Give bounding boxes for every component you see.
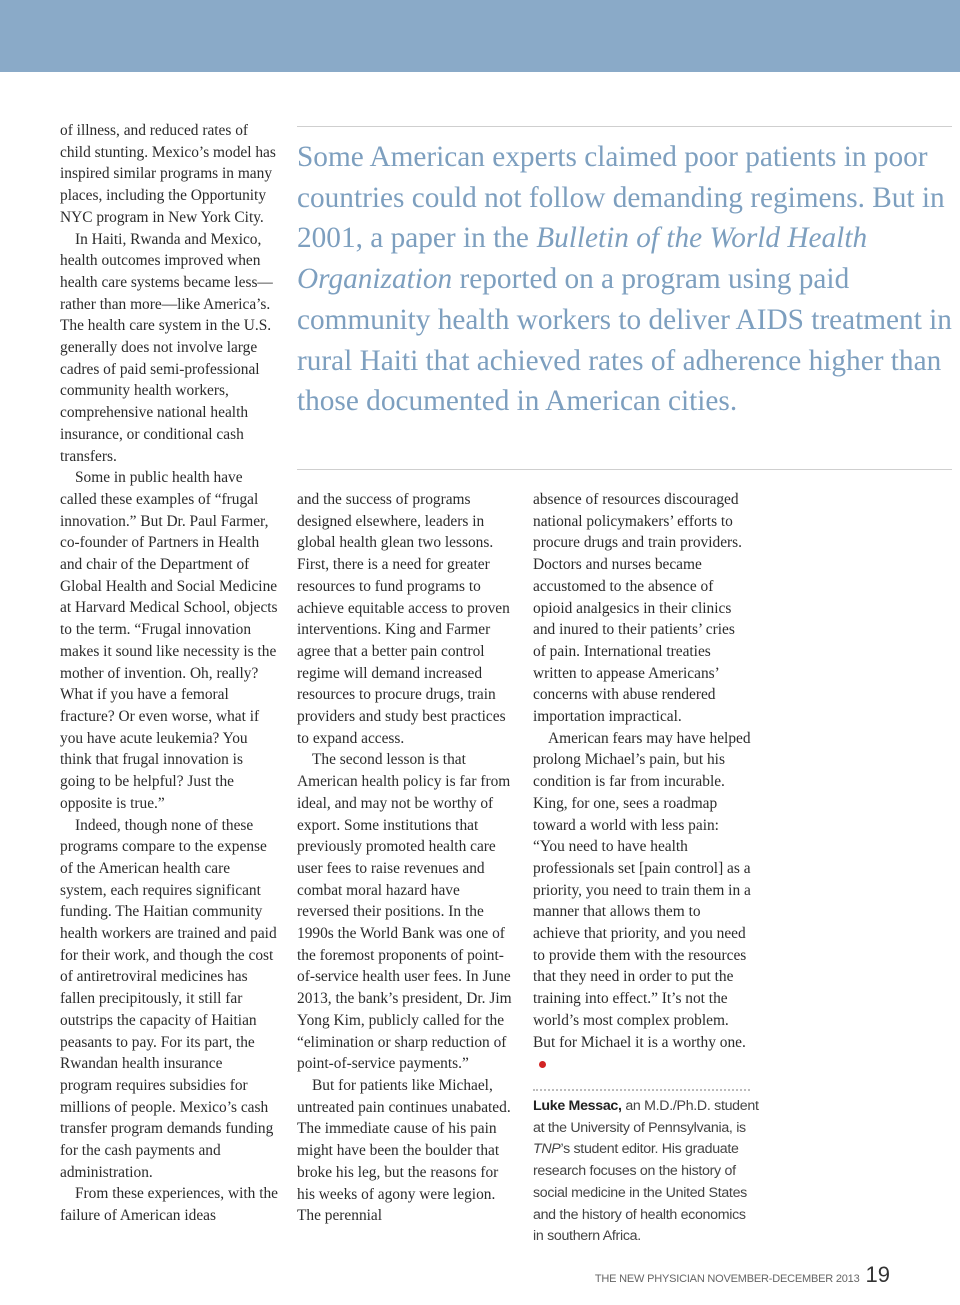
paragraph: But for patients like Michael, untreated pain continues unabated. The immediate cause of his pain might have been the boulder that broke his leg, but the reasons for his weeks of agony were legion. The perennial xyxy=(297,1076,511,1225)
bio-text: ’s student editor. His graduate research focuses on the history of social medicine in the United States and the history of health economics in southern Africa. xyxy=(533,1141,747,1245)
paragraph-text: American fears may have helped prolong Michael’s pain, but his condition is far from incurable. King, for one, sees a roadmap toward a world with less pain: “You need to have health professionals set [pain control] as a priority, you need to train them in a manner that allows them to achieve that priority, and you need to provide them with the resources that they need in order to put the training into effect.” It’s not the world’s most complex problem. But for Michael it is a worthy one. xyxy=(533,729,751,1051)
paragraph: Indeed, though none of these programs compare to the expense of the American health care system, each requires significant funding. The Haitian community health workers are trained and paid for their work, and though the cost of antiretroviral medicines has fallen precipitously, it still far outstrips the capacity of Haitian peasants to pay. For its part, the Rwandan health insurance program requires subsidies for millions of people. Mexico’s cash transfer program demands funding for the cash payments and administration. xyxy=(60,816,277,1181)
author-name: Luke Messac, xyxy=(533,1098,622,1114)
paragraph: of illness, and reduced rates of child stunting. Mexico’s model has inspired similar programs in many places, including the Opportunity NYC program in New York City. xyxy=(60,122,276,226)
bio-divider xyxy=(533,1089,750,1091)
article-column-3 xyxy=(533,489,751,1075)
magazine-issue-label: THE NEW PHYSICIAN NOVEMBER-DECEMBER 2013 xyxy=(594,1273,860,1285)
pull-quote xyxy=(297,137,952,422)
publication-abbrev: TNP xyxy=(533,1141,561,1158)
header-color-band xyxy=(0,0,960,72)
article-column-2 xyxy=(297,489,513,1227)
paragraph: In Haiti, Rwanda and Mexico, health outcomes improved when health care systems became less—rather than more—like America’s. The health care system in the U.S. generally does not involve large cadres of paid semi-professional community health workers, comprehensive national health insurance, or conditional cash transfers. xyxy=(60,230,273,465)
pull-quote-text: reported on a program using paid community health workers to deliver AIDS treatment in rural Haiti that achieved rates of adherence higher than those documented in American cities. xyxy=(297,263,952,418)
article-column-1 xyxy=(60,120,278,1227)
pullquote-top-rule xyxy=(297,126,952,127)
pull-quote-text: Some American experts claimed poor patients in poor countries could not follow demanding regimens. But in 2001, a paper in the xyxy=(297,141,945,255)
paragraph: absence of resources discouraged national policymakers’ efforts to procure drugs and train providers. Doctors and nurses became accustomed to the absence of opioid analgesics in their clinics and inured to their patients’ cries of pain. International treaties written to appease Americans’ concerns with abuse rendered importation impractical. xyxy=(533,491,742,726)
paragraph: Some in public health have called these examples of “frugal innovation.” But Dr. Paul Farmer, co-founder of Partners in Health and chair of the Department of Global Health and Social Medicine at Harvard Medical School, objects to the term. “Frugal innovation makes it sound like necessity is the mother of invention. Oh, really? What if you have a femoral fracture? Or even worse, what if you have acute leukemia? You think that frugal innovation is going to be helpful? Just the opposite is true.” xyxy=(60,469,278,812)
bio-text: an M.D./Ph.D. student at the University of Pennsylvania, is xyxy=(533,1098,759,1136)
author-bio xyxy=(533,1096,759,1248)
end-of-article-dot-icon xyxy=(539,1061,546,1068)
pullquote-bottom-rule xyxy=(297,469,952,470)
page-footer xyxy=(595,1262,890,1288)
page-number: 19 xyxy=(865,1262,890,1287)
paragraph: The second lesson is that American health policy is far from ideal, and may not be worthy of export. Some institutions that previously promoted health care user fees to raise revenues and combat moral hazard have reversed their positions. In the 1990s the World Bank was one of the foremost proponents of point-of-service health user fees. In June 2013, the bank’s president, Dr. Jim Yong Kim, publicly called for the “elimination or sharp reduction of point-of-service payments.” xyxy=(297,751,512,1073)
paragraph: and the success of programs designed elsewhere, leaders in global health glean two lessons. First, there is a need for greater resources to fund programs to achieve equitable access to proven interventions. King and Farmer agree that a better pain control regime will demand increased resources to procure drugs, train providers and study best practices to expand access. xyxy=(297,491,510,747)
paragraph: From these experiences, with the failure of American ideas xyxy=(60,1185,279,1225)
pull-quote-journal-title: Bulletin of the World Health Organization xyxy=(297,222,868,296)
paragraph-final xyxy=(533,728,751,1075)
